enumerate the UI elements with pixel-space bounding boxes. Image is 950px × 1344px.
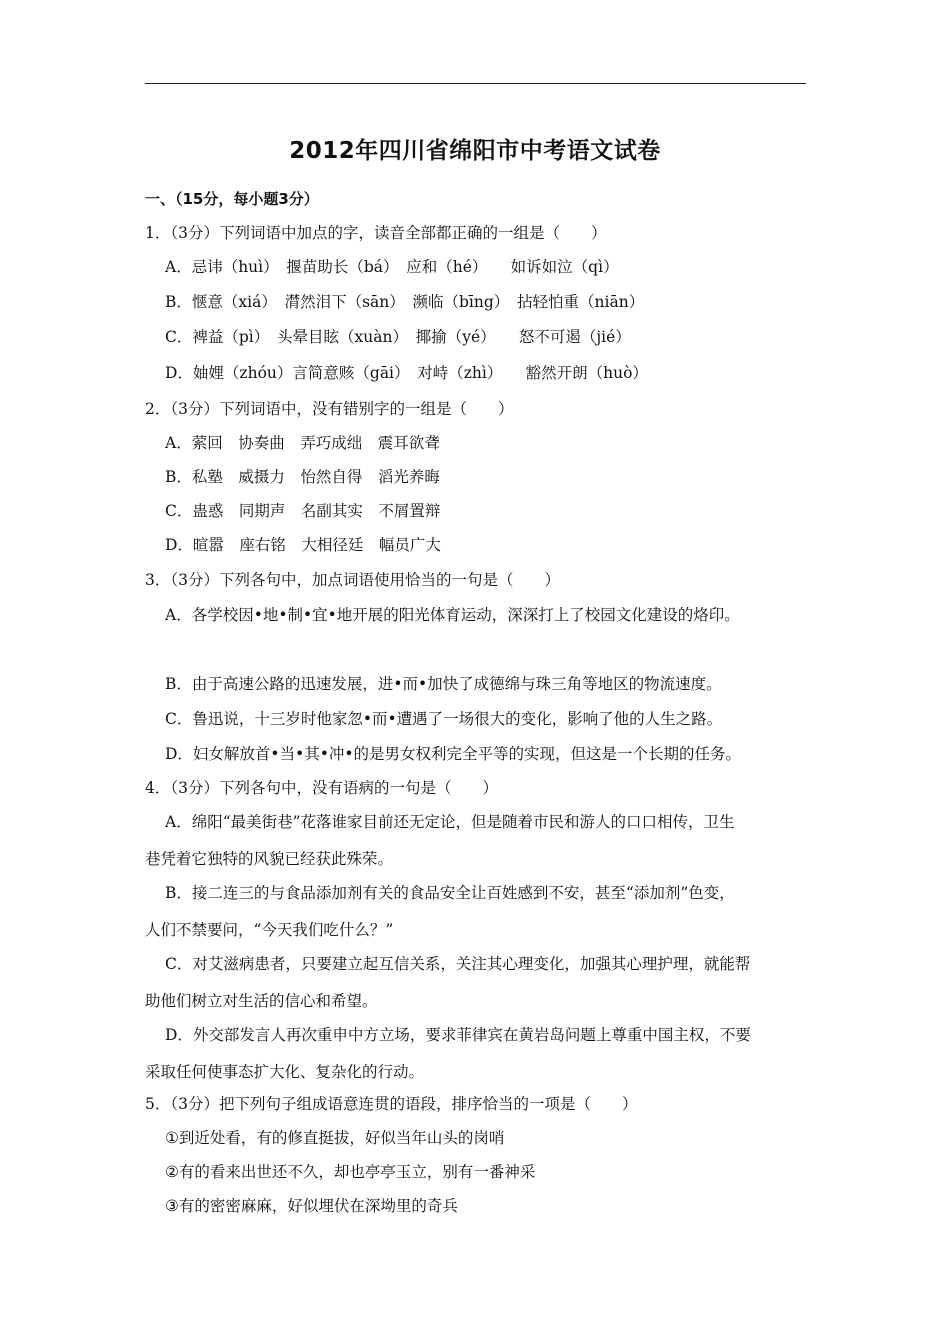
question-3-stem: 3．（3分）下列各句中，加点词语使用恰当的一句是（ ） <box>145 571 560 589</box>
question-4-option-c: C．对艾滋病患者，只要建立起互信关系，关注其心理变化，加强其心理护理，就能帮 <box>165 955 751 973</box>
header-rule <box>145 83 806 84</box>
question-2-option-b: B．私塾 威摄力 怡然自得 滔光养晦 <box>165 468 440 486</box>
question-1-option-b: B．惬意（xiá） 潸然泪下（sān） 濒临（bīng） 拈轻怕重（niān） <box>165 293 645 311</box>
question-3-option-b: B．由于高速公路的迅速发展，进•而•加快了成德绵与珠三角等地区的物流速度。 <box>165 675 722 693</box>
question-1-option-c: C．裨益（pì） 头晕目眩（xuàn） 揶揄（yé） 怒不可遏（jié） <box>165 328 631 346</box>
question-3-option-a: A．各学校因•地•制•宜•地开展的阳光体育运动，深深打上了校园文化建设的烙印。 <box>165 606 740 624</box>
question-1-option-a: A．忌讳（huì） 揠苗助长（bá） 应和（hé） 如诉如泣（qì） <box>165 258 619 276</box>
question-1-stem: 1．（3分）下列词语中加点的字，读音全部都正确的一组是（ ） <box>145 224 607 242</box>
question-3-option-d: D．妇女解放首•当•其•冲•的是男女权利完全平等的实现，但这是一个长期的任务。 <box>165 745 742 763</box>
question-2-option-c: C．蛊惑 同期声 名副其实 不屑置辩 <box>165 502 441 520</box>
item-number: ③ <box>165 1197 179 1215</box>
question-2-option-a: A．萦回 协奏曲 弄巧成绌 震耳欲聋 <box>165 434 440 452</box>
question-5-item-2 <box>165 1161 535 1183</box>
section-heading: 一、（15分，每小题3分） <box>145 190 319 208</box>
question-4-option-a: A．绵阳“最美街巷”花落谁家目前还无定论，但是随着市民和游人的口口相传，卫生 <box>165 813 735 831</box>
question-5-item-3 <box>165 1195 458 1217</box>
question-5-stem: 5．（3分）把下列句子组成语意连贯的语段，排序恰当的一项是（ ） <box>145 1095 638 1113</box>
question-4-option-a-continued: 巷凭着它独特的风貌已经获此殊荣。 <box>145 850 394 868</box>
item-text: 到近处看，有的修直挺拔，好似当年山头的岗哨 <box>178 1129 505 1147</box>
page-title: 2012年四川省绵阳市中考语文试卷 <box>289 138 661 164</box>
question-2-option-d: D．暄嚣 座右铭 大相径廷 幅员广大 <box>165 536 441 554</box>
question-5-item-1 <box>165 1127 504 1149</box>
question-4-option-d-continued: 采取任何使事态扩大化、复杂化的行动。 <box>145 1063 425 1081</box>
item-text: 有的看来出世还不久，却也亭亭玉立，别有一番神采 <box>178 1163 536 1181</box>
question-4-option-b-continued: 人们不禁要问，“今天我们吃什么？” <box>145 921 394 939</box>
item-number: ① <box>165 1129 179 1147</box>
question-4-option-d: D．外交部发言人再次重申中方立场，要求菲律宾在黄岩岛问题上尊重中国主权，不要 <box>165 1026 751 1044</box>
question-4-option-c-continued: 助他们树立对生活的信心和希望。 <box>145 992 378 1010</box>
question-2-stem: 2．（3分）下列词语中，没有错别字的一组是（ ） <box>145 400 514 418</box>
item-number: ② <box>165 1163 179 1181</box>
question-3-option-c: C．鲁迅说，十三岁时他家忽•而•遭遇了一场很大的变化，影响了他的人生之路。 <box>165 710 723 728</box>
question-4-stem: 4．（3分）下列各句中，没有语病的一句是（ ） <box>145 779 498 797</box>
question-4-option-b: B．接二连三的与食品添加剂有关的食品安全让百姓感到不安，甚至“添加剂”色变， <box>165 884 735 902</box>
item-text: 有的密密麻麻，好似埋伏在深坳里的奇兵 <box>178 1197 458 1215</box>
question-1-option-d: D．妯娌（zhóu）言简意赅（gāi） 对峙（zhì） 豁然开朗（huò） <box>165 364 648 382</box>
